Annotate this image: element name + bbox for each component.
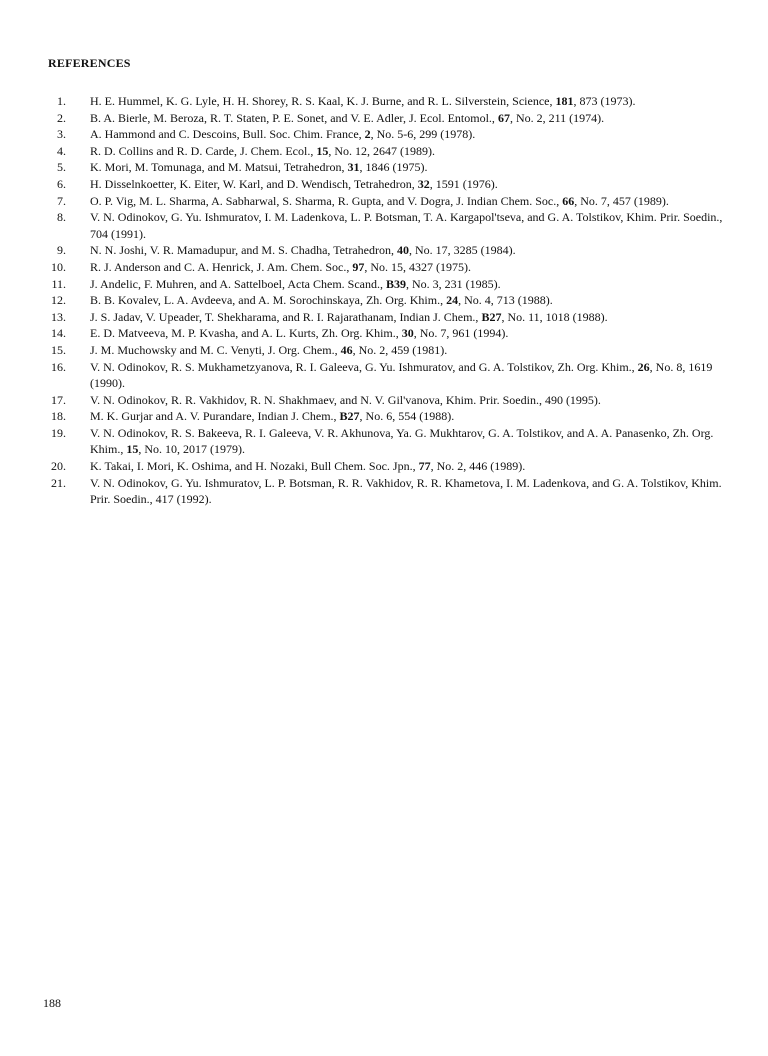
reference-segment: , No. 2, 459 (1981). (352, 342, 448, 357)
references-heading: REFERENCES (48, 56, 131, 70)
reference-segment: , No. 3, 231 (1985). (406, 276, 501, 291)
reference-volume: B39 (386, 276, 407, 291)
reference-segment: , No. 10, 2017 (1979). (138, 442, 246, 457)
reference-segment: V. N. Odinokov, G. Yu. Ishmuratov, L. P. Botsman, R. R. Vakhidov, R. R. Khametova, I. M. Ladenkova, and G. A. Tolstikov, Khim. Prir. Soedin., 417 (1992). (90, 475, 722, 507)
reference-volume: 97 (352, 259, 365, 274)
reference-number: 12. (51, 293, 66, 308)
reference-number: 4. (57, 143, 66, 158)
reference-segment: N. N. Joshi, V. R. Mamadupur, and M. S. Chadha, Tetrahedron, (90, 243, 397, 258)
reference-item (48, 292, 738, 309)
reference-segment: M. K. Gurjar and A. V. Purandare, Indian J. Chem., (90, 409, 340, 424)
reference-text (90, 359, 738, 392)
reference-text (90, 408, 738, 425)
reference-number: 19. (51, 425, 66, 440)
reference-number: 15. (51, 342, 66, 357)
reference-number: 13. (51, 309, 66, 324)
reference-text (90, 93, 738, 110)
reference-volume: 66 (562, 193, 575, 208)
reference-item (48, 392, 738, 409)
reference-segment: J. S. Jadav, V. Upeader, T. Shekharama, and R. I. Rajarathanam, Indian J. Chem., (90, 309, 482, 324)
reference-volume: 181 (555, 94, 574, 108)
reference-segment: V. N. Odinokov, R. R. Vakhidov, R. N. Shakhmaev, and N. V. Gil'vanova, Khim. Prir. Soedin., 490 (1995). (90, 392, 601, 407)
reference-text (90, 292, 738, 309)
reference-text (90, 392, 738, 409)
reference-segment: B. A. Bierle, M. Beroza, R. T. Staten, P. E. Sonet, and V. E. Adler, J. Ecol. Entomol., (90, 110, 498, 125)
reference-item (48, 143, 738, 160)
reference-segment: A. Hammond and C. Descoins, Bull. Soc. Chim. France, (90, 127, 365, 142)
reference-text (90, 209, 738, 242)
reference-segment: , No. 6, 554 (1988). (359, 409, 455, 424)
reference-text (90, 458, 738, 475)
reference-number: 6. (57, 176, 66, 191)
reference-text (90, 110, 738, 127)
reference-volume: 2 (364, 127, 371, 142)
reference-segment: R. J. Anderson and C. A. Henrick, J. Am. Chem. Soc., (90, 259, 353, 274)
reference-item (48, 193, 738, 210)
reference-segment: , No. 4, 713 (1988). (458, 293, 553, 308)
reference-number: 20. (51, 459, 66, 474)
reference-text (90, 126, 738, 143)
reference-item (48, 425, 738, 458)
reference-segment: V. N. Odinokov, R. S. Mukhametzyanova, R. I. Galeeva, G. Yu. Ishmuratov, and G. A. Tolstikov, Zh. Org. Khim., (90, 359, 638, 374)
reference-volume: 15 (126, 442, 139, 457)
reference-volume: 26 (637, 359, 650, 374)
reference-item (48, 325, 738, 342)
reference-text (90, 193, 738, 210)
reference-item (48, 342, 738, 359)
reference-volume: 46 (340, 342, 353, 357)
reference-item (48, 309, 738, 326)
reference-number: 16. (51, 359, 66, 374)
reference-volume: 32 (417, 176, 430, 191)
reference-number: 10. (51, 259, 66, 274)
reference-segment: , No. 2, 446 (1989). (430, 459, 526, 474)
reference-volume: 77 (418, 459, 431, 474)
reference-number: 8. (57, 210, 66, 225)
reference-item (48, 408, 738, 425)
reference-segment: E. D. Matveeva, M. P. Kvasha, and A. L. Kurts, Zh. Org. Khim., (90, 326, 402, 341)
reference-volume: B27 (481, 309, 502, 324)
reference-number: 7. (57, 193, 66, 208)
reference-text (90, 259, 738, 276)
reference-volume: 31 (347, 160, 360, 175)
reference-number: 9. (57, 243, 66, 258)
reference-item (48, 159, 738, 176)
reference-text (90, 159, 738, 176)
reference-segment: , No. 15, 4327 (1975). (364, 259, 471, 274)
reference-volume: B27 (339, 409, 360, 424)
reference-number: 11. (51, 276, 66, 291)
reference-segment: , No. 12, 2647 (1989). (328, 143, 435, 158)
reference-text (90, 342, 738, 359)
reference-volume: 30 (401, 326, 414, 341)
reference-segment: , 1591 (1976). (429, 176, 498, 191)
reference-text (90, 242, 738, 259)
reference-item (48, 110, 738, 127)
reference-item (48, 475, 738, 508)
reference-segment: J. M. Muchowsky and M. C. Venyti, J. Org. Chem., (90, 342, 341, 357)
reference-text (90, 143, 738, 160)
reference-segment: , No. 7, 961 (1994). (413, 326, 509, 341)
reference-item (48, 359, 738, 392)
reference-segment: , No. 17, 3285 (1984). (409, 243, 516, 258)
reference-segment: O. P. Vig, M. L. Sharma, A. Sabharwal, S. Sharma, R. Gupta, and V. Dogra, J. Indian Chem. Soc., (90, 193, 563, 208)
reference-text (90, 425, 738, 458)
reference-list (48, 93, 738, 508)
reference-segment: R. D. Collins and R. D. Carde, J. Chem. Ecol., (90, 143, 317, 158)
reference-segment: V. N. Odinokov, R. S. Bakeeva, R. I. Galeeva, V. R. Akhunova, Ya. G. Mukhtarov, G. A. Tolstikov, and A. A. Panasenko, Zh. Org. Khim., (90, 425, 714, 457)
reference-segment: , No. 7, 457 (1989). (574, 193, 669, 208)
reference-segment: K. Takai, I. Mori, K. Oshima, and H. Nozaki, Bull Chem. Soc. Jpn., (90, 459, 419, 474)
reference-text (90, 176, 738, 193)
reference-number: 18. (51, 409, 66, 424)
reference-volume: 24 (446, 293, 459, 308)
reference-segment: , No. 8, 1619 (1990). (90, 359, 713, 391)
page-number: 188 (43, 996, 61, 1010)
reference-item (48, 209, 738, 242)
reference-item (48, 242, 738, 259)
reference-number: 21. (51, 475, 66, 490)
reference-number: 2. (57, 110, 66, 125)
reference-number: 5. (57, 160, 66, 175)
reference-segment: , No. 5-6, 299 (1978). (370, 127, 476, 142)
reference-segment: , 1846 (1975). (359, 160, 428, 175)
reference-segment: H. E. Hummel, K. G. Lyle, H. H. Shorey, R. S. Kaal, K. J. Burne, and R. L. Silverstein, Science, (90, 94, 556, 108)
reference-text (90, 325, 738, 342)
reference-item (48, 126, 738, 143)
reference-segment: K. Mori, M. Tomunaga, and M. Matsui, Tetrahedron, (90, 160, 348, 175)
reference-segment: , No. 2, 211 (1974). (509, 110, 605, 125)
reference-number: 3. (57, 127, 66, 142)
reference-item (48, 259, 738, 276)
reference-segment: , 873 (1973). (573, 94, 636, 108)
reference-number: 14. (51, 326, 66, 341)
reference-text (90, 276, 738, 293)
reference-segment: B. B. Kovalev, L. A. Avdeeva, and A. M. Sorochinskaya, Zh. Org. Khim., (90, 293, 447, 308)
reference-number: 17. (51, 392, 66, 407)
reference-segment: , No. 11, 1018 (1988). (501, 309, 608, 324)
reference-segment: H. Disselnkoetter, K. Eiter, W. Karl, and D. Wendisch, Tetrahedron, (90, 176, 418, 191)
reference-item (48, 93, 738, 110)
reference-text (90, 309, 738, 326)
reference-number: 1. (57, 94, 66, 108)
reference-item (48, 276, 738, 293)
reference-item (48, 458, 738, 475)
reference-volume: 40 (397, 243, 409, 258)
reference-volume: 15 (316, 143, 329, 158)
reference-text (90, 475, 738, 508)
reference-segment: V. N. Odinokov, G. Yu. Ishmuratov, I. M. Ladenkova, L. P. Botsman, T. A. Kargapol'tseva, and G. A. Tolstikov, Khim. Prir. Soedin., 704 (1991). (90, 210, 723, 241)
reference-volume: 67 (497, 110, 510, 125)
reference-segment: J. Andelic, F. Muhren, and A. Sattelboel, Acta Chem. Scand., (90, 276, 386, 291)
reference-item (48, 176, 738, 193)
